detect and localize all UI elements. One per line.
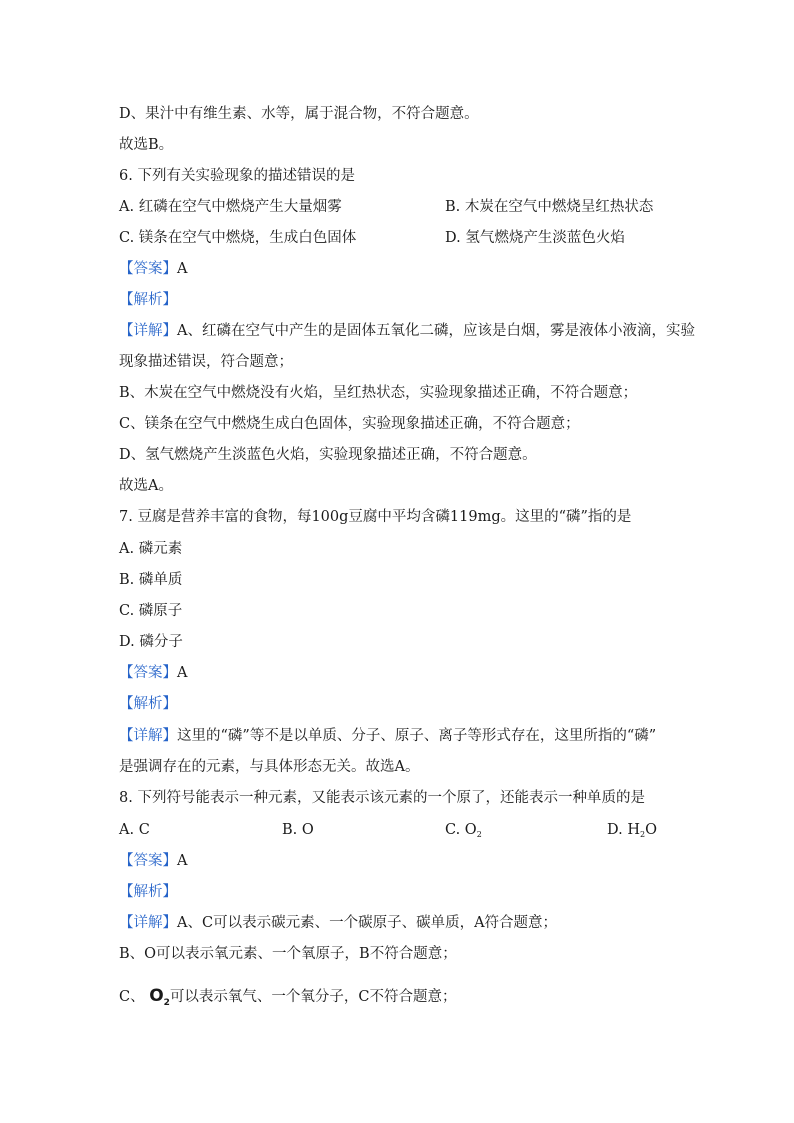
o2-formula <box>149 986 170 1006</box>
option-d-suffix: O <box>645 822 657 838</box>
q7-question: 7. 豆腐是营养丰富的食物，每100g豆腐中平均含磷119mg。这里的“磷”指的是 <box>119 509 632 525</box>
detail-c-prefix: C、 <box>119 989 145 1005</box>
q6-detail-b: B、木炭在空气中燃烧没有火焰，呈红热状态，实验现象描述正确，不符合题意； <box>119 385 638 401</box>
q8-option-a: A. C <box>119 822 150 838</box>
q7-detail-line-2: 是强调存在的元素，与具体形态无关。故选A。 <box>119 759 420 775</box>
q8-answer <box>119 851 187 871</box>
option-c-subscript: 2 <box>476 830 482 839</box>
option-d-text: D. H <box>607 822 640 838</box>
q6-conclusion: 故选A。 <box>119 478 173 494</box>
q6-option-b: B. 木炭在空气中燃烧呈红热状态 <box>445 199 654 215</box>
q6-detail-line-1 <box>119 321 695 341</box>
analysis-tag: 【解析】 <box>119 696 177 712</box>
q8-option-c <box>445 820 482 845</box>
q7-option-d: D. 磷分子 <box>119 634 183 650</box>
option-d-subscript: 2 <box>639 830 646 839</box>
answer-tag: 【答案】 <box>119 665 177 681</box>
q8-detail-c <box>119 986 457 1013</box>
prev-option-d-explanation: D、果汁中有维生素、水等，属于混合物，不符合题意。 <box>119 106 479 122</box>
answer-value: A <box>177 261 188 277</box>
q6-detail-line-2: 现象描述错误，符合题意； <box>119 354 293 370</box>
detail-tag: 【详解】 <box>119 915 177 931</box>
q7-detail-line-1 <box>119 726 656 746</box>
q7-option-b: B. 磷单质 <box>119 572 183 588</box>
q6-detail-d: D、氢气燃烧产生淡蓝色火焰，实验现象描述正确，不符合题意。 <box>119 447 537 463</box>
prev-conclusion: 故选B。 <box>119 137 174 153</box>
detail-c-text: 可以表示氧气、一个氧分子，C不符合题意； <box>169 989 457 1005</box>
q8-question: 8. 下列符号能表示一种元素，又能表示该元素的一个原了，还能表示一种单质的是 <box>119 790 645 806</box>
o2-formula-subscript: 2 <box>163 998 170 1008</box>
q8-detail-b: B、O可以表示氧元素、一个氧原子，B不符合题意； <box>119 946 457 962</box>
detail-tag: 【详解】 <box>119 323 177 339</box>
detail-text: A、C可以表示碳元素、一个碳原子、碳单质，A符合题意； <box>177 915 558 931</box>
answer-value: A <box>177 665 188 681</box>
detail-tag: 【详解】 <box>119 728 177 744</box>
detail-text: 这里的“磷”等不是以单质、分子、原子、离子等形式存在，这里所指的“磷” <box>177 728 657 744</box>
q8-detail-a <box>119 913 557 933</box>
q6-option-a: A. 红磷在空气中燃烧产生大量烟雾 <box>119 199 342 215</box>
o2-formula-symbol: O <box>149 986 164 1006</box>
q6-option-d: D. 氢气燃烧产生淡蓝色火焰 <box>445 230 625 246</box>
q8-option-d <box>607 820 657 845</box>
analysis-tag: 【解析】 <box>119 292 177 308</box>
answer-value: A <box>177 853 188 869</box>
q6-answer <box>119 259 187 279</box>
q7-answer <box>119 663 187 683</box>
analysis-tag: 【解析】 <box>119 884 177 900</box>
q7-option-c: C. 磷原子 <box>119 603 183 619</box>
q6-option-c: C. 镁条在空气中燃烧，生成白色固体 <box>119 230 357 246</box>
answer-tag: 【答案】 <box>119 853 177 869</box>
answer-tag: 【答案】 <box>119 261 177 277</box>
q8-analysis <box>119 882 177 902</box>
q6-detail-c: C、镁条在空气中燃烧生成白色固体，实验现象描述正确，不符合题意； <box>119 416 580 432</box>
q6-question: 6. 下列有关实验现象的描述错误的是 <box>119 168 355 184</box>
q7-analysis <box>119 694 177 714</box>
q8-option-b: B. O <box>282 822 314 838</box>
q7-option-a: A. 磷元素 <box>119 541 183 557</box>
detail-text: A、红磷在空气中产生的是固体五氧化二磷，应该是白烟，雾是液体小液滴，实验 <box>177 323 695 339</box>
option-c-text: C. O <box>445 822 477 838</box>
q6-analysis <box>119 290 177 310</box>
